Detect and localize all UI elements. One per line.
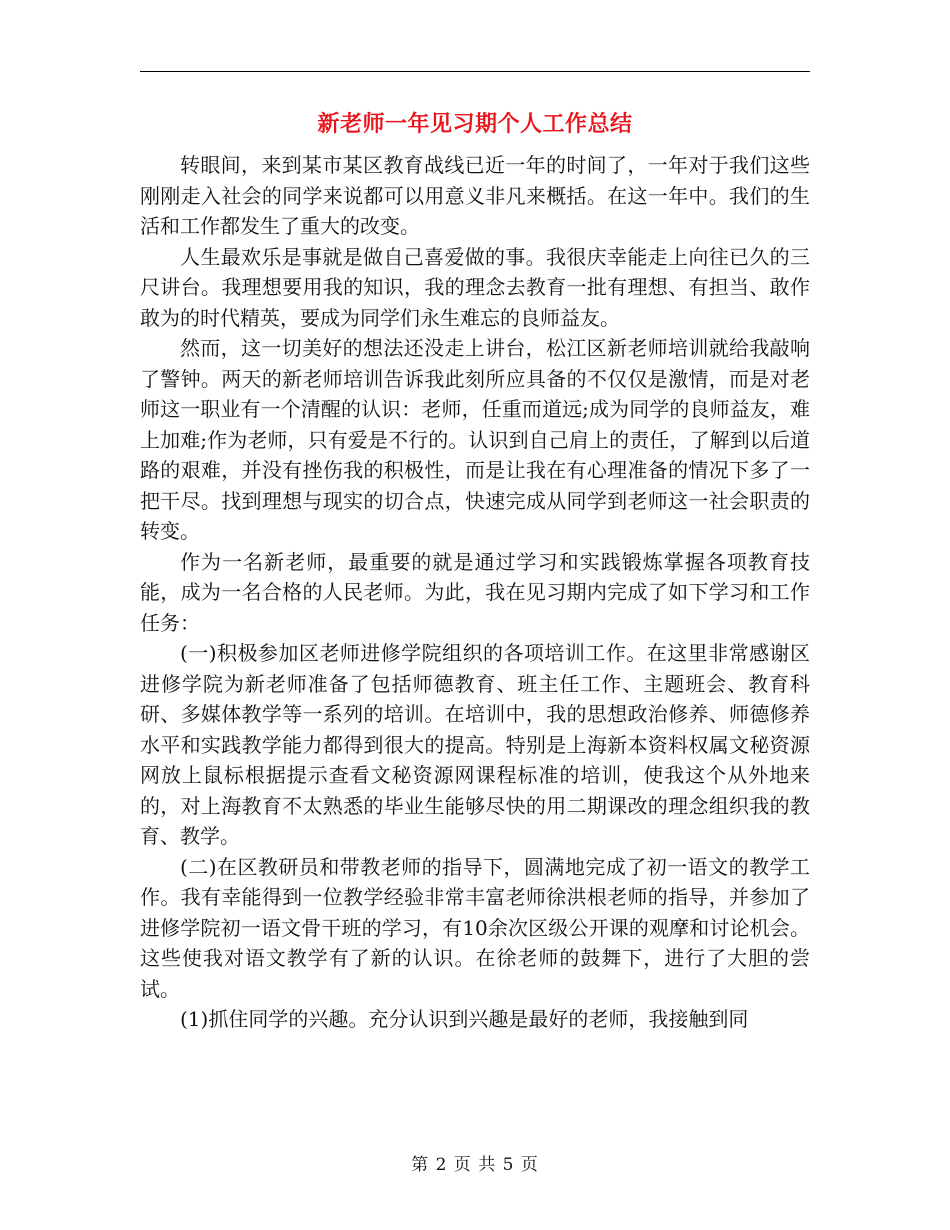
paragraph: 人生最欢乐是事就是做自己喜爱做的事。我很庆幸能走上向往已久的三尺讲台。我理想要用我的知识，我的理念去教育一批有理想、有担当、敢作敢为的时代精英，要成为同学们永生难忘的良师益友。: [140, 244, 810, 330]
page-number-footer: 第 2 页 共 5 页: [411, 1155, 539, 1175]
paragraph: (1)抓住同学的兴趣。充分认识到兴趣是最好的老师，我接触到同: [180, 1007, 749, 1031]
paragraph: (一)积极参加区老师进修学院组织的各项培训工作。在这里非常感谢区进修学院为新老师准备了包括师德教育、班主任工作、主题班会、教育科研、多媒体教学等一系列的培训。在培训中，我的思想政治修养、师德修养水平和实践教学能力都得到很大的提高。特别是上海新本资料权属文秘资源网放上鼠标根据提示查看文秘资源网课程标准的培训，使我这个从外地来的，对上海教育不太熟悉的毕业生能够尽快的用二期课改的理念组织我的教育、教学。: [140, 641, 810, 848]
paragraph: 作为一名新老师，最重要的就是通过学习和实践锻炼掌握各项教育技能，成为一名合格的人民老师。为此，我在见习期内完成了如下学习和工作任务：: [140, 549, 810, 635]
paragraph: (二)在区教研员和带教老师的指导下，圆满地完成了初一语文的教学工作。我有幸能得到一位教学经验非常丰富老师徐洪根老师的指导，并参加了进修学院初一语文骨干班的学习，有10余次区级公开课的观摩和讨论机会。这些使我对语文教学有了新的认识。在徐老师的鼓舞下，进行了大胆的尝试。: [140, 854, 810, 1001]
header-rule: [140, 71, 810, 72]
paragraph: 然而，这一切美好的想法还没走上讲台，松江区新老师培训就给我敲响了警钟。两天的新老师培训告诉我此刻所应具备的不仅仅是激情，而是对老师这一职业有一个清醒的认识：老师，任重而道远;成为同学的良师益友，难上加难;作为老师，只有爱是不行的。认识到自己肩上的责任，了解到以后道路的艰难，并没有挫伤我的积极性，而是让我在有心理准备的情况下多了一把干尽。找到理想与现实的切合点，快速完成从同学到老师这一社会职责的转变。: [140, 336, 810, 543]
document-body: [140, 150, 810, 1035]
paragraph: 转眼间，来到某市某区教育战线已近一年的时间了，一年对于我们这些刚刚走入社会的同学来说都可以用意义非凡来概括。在这一年中。我们的生活和工作都发生了重大的改变。: [140, 153, 810, 238]
document-title: 新老师一年见习期个人工作总结: [317, 112, 633, 137]
